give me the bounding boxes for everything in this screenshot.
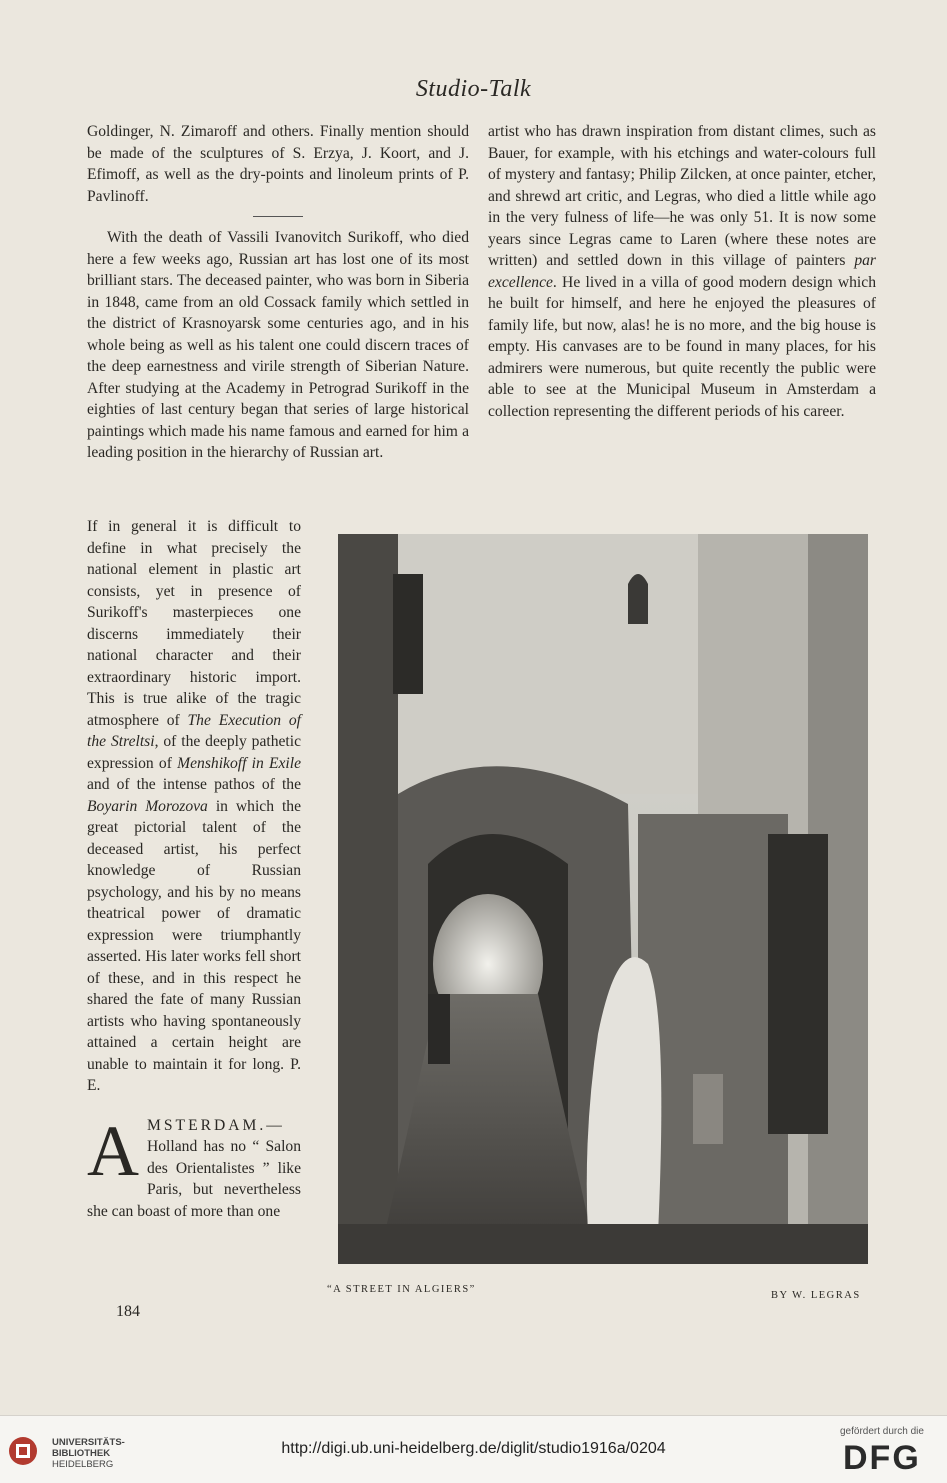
funding-label: gefördert durch die xyxy=(840,1426,924,1437)
author-initials: P. E. xyxy=(87,1055,301,1094)
italic-phrase: par excellence xyxy=(488,252,876,291)
dfg-logo: DFG xyxy=(843,1439,921,1477)
artwork-title: The Execution of the Streltsi xyxy=(87,711,301,750)
figure-caption-title: “A STREET IN ALGIERS” xyxy=(327,1284,476,1295)
library-name: UNIVERSITÄTS- BIBLIOTHEK HEIDELBERG xyxy=(52,1437,125,1470)
paragraph-surikoff: With the death of Vassili Ivanovitch Surikoff, who died here a few weeks ago, Russian art has lost one of its most brilliant stars. The deceased painter, who was born in Siberia in 1848, came from an old Cossack family which settled in the district of Krasnoyarsk some centuries ago, and in his whole being as well as his talent one could discern traces of the deep earnestness and virile strength of Siberian Nature. After studying at the Academy in Petrograd Surikoff in the eighties of last century began that series of large historical paintings which made his name famous and earned for him a leading position in the hierarchy of Russian art. xyxy=(87,229,469,461)
artwork-title: Menshikoff in Exile xyxy=(177,754,302,772)
left-column-top xyxy=(87,121,469,464)
city-heading: MSTERDAM.— xyxy=(147,1116,285,1134)
running-header: Studio-Talk xyxy=(415,76,532,102)
source-url-link[interactable]: http://digi.ub.uni-heidelberg.de/diglit/studio1916a/0204 xyxy=(281,1440,666,1457)
right-column-top xyxy=(488,121,876,422)
left-column-narrow xyxy=(87,516,301,1222)
figure-caption-artist: BY W. LEGRAS xyxy=(771,1290,861,1301)
drop-cap: A xyxy=(87,1110,139,1191)
painting-plate xyxy=(338,534,868,1264)
page-number: 184 xyxy=(116,1303,140,1320)
section-divider xyxy=(253,216,303,217)
street-in-algiers-image xyxy=(338,534,868,1264)
paragraph-amsterdam: AMSTERDAM.— Holland has no “ Salon des Orientalistes ” like Paris, but nevertheless she can boast of more than one xyxy=(87,1110,301,1220)
paragraph-legras: artist who has drawn inspiration from distant climes, such as Bauer, for example, with his etchings and water-colours full of mystery and fantasy; Philip Zilcken, at once painter, etcher, and shrewd art critic, and Legras, who died a little while ago in the very fulness of life—he was only 51. It is now some years since Legras came to Laren (where these notes are written) and settled down in this village of painters par excellence. He lived in a villa of good modern design which he built for himself, and here he enjoyed the pleasures of family life, but now, alas! he is no more, and the big house is empty. His canvases are to be found in many places, for his admirers were numerous, but quite recently the public were able to see at the Municipal Museum in Amsterdam a collection representing the different periods of his career. xyxy=(488,123,876,420)
digitization-footer xyxy=(0,1415,947,1483)
paragraph-national-element: If in general it is difficult to define in what precisely the national element in plastic art consists, yet in presence of Surikoff's masterpieces one discerns immediately their national character and their extraordinary historic import. This is true alike of the tragic atmosphere of The Execution of the Streltsi, of the deeply pathetic expression of Menshikoff in Exile and of the intense pathos of the Boyarin Morozova in which the great pictorial talent of the deceased artist, his perfect knowledge of Russian psychology, and his by no means theatrical power of dramatic expression were triumphantly asserted. His later works fell short of these, and in this respect he shared the fate of many Russian artists who having spontaneously attained a certain height are unable to maintain it for long. P. E. xyxy=(87,518,302,1094)
artwork-title: Boyarin Morozova xyxy=(87,797,208,815)
paragraph-goldinger: Goldinger, N. Zimaroff and others. Finally mention should be made of the sculptures of S. Erzya, J. Koort, and J. Efimoff, as well as the dry-points and linoleum prints of P. Pavlinoff. xyxy=(87,123,469,205)
